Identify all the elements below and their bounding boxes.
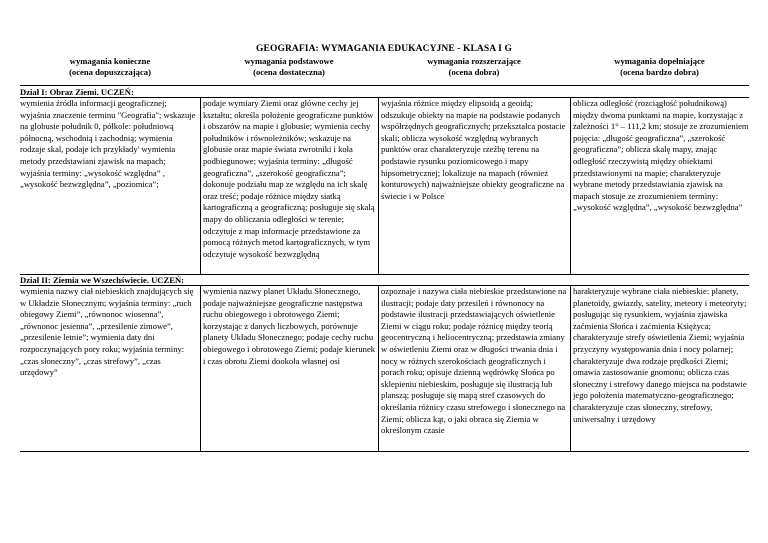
column-divider [570,285,571,451]
column-divider [200,285,201,451]
section-heading: Dział II: Ziemia we Wszechświecie. UCZEŃ: [20,275,185,285]
table-divider [20,451,749,452]
section1-required-cell: wymienia źródła informacji geograficznej; wyjaśnia znaczenie terminu "Geografia"; wskazuje na globusie południk 0, półkole: południową północną, wschodnią i zachodnią; wymienia rodzaje skal, podaje ich przykłady' wymienia metody przedstawiani zjawisk na mapach; wyjaśnia terminy: „wysokość względna” , „wysokość bezwzględna”, „poziomica”; [20,98,196,190]
column-divider [378,285,379,451]
section1-basic-cell: podaje wymiary Ziemi oraz główne cechy jej kształtu; określa położenie geograficzne punktów i obszarów na mapie i globusie; wymienia cechy południków i równoleżników; wskazuje na globusie oraz mapie świata zwrotniki i koła podbiegunowe; wyjaśnia terminy: „długość geograficzna”, „szerokość geograficzna”; dokonuje podziału map ze względu na ich skalę oraz treść; podaje różnice między siatką kartograficzną a geograficzną; posługuje się skalą mapy do obliczania odległości w terenie; odczytuje z map informacje przedstawione za pomocą różnych metod kartograficznych, w tym odczytuje wysokość bezwzględną [203,98,375,259]
section-heading: Dział I: Obraz Ziemi. UCZEŃ: [20,87,134,97]
column-header-required [20,56,200,86]
section1-complementary-cell: oblicza odległość (rozciągłość południkową) między dwoma punktami na mapie, korzystając z zależności 1° – 111,2 km; stosuje ze zrozumieniem pojęcia: „długość geograficzna”, „szerokość geograficzna”; oblicza skalę mapy, znając odległość rzeczywistą między obiektami przedstawionymi na mapie; charakteryzuje wybrane metody przedstawiania zjawisk na mapach stosuje ze zrozumieniem terminy: „wysokość względna”, „wysokość bezwzględna” [573,98,749,213]
column-header-line2: (ocena bardzo dobra) [620,67,699,77]
column-header-line1: wymagania dopełniające [614,56,705,66]
table-divider [20,85,749,86]
column-header-basic [200,56,378,86]
column-header-complementary [570,56,749,86]
page-title: GEOGRAFIA: WYMAGANIA EDUKACYJNE - KLASA I G [256,44,512,54]
column-header-extended [378,56,570,86]
section2-extended-cell: ozpoznaje i nazywa ciała niebieskie przedstawione na ilustracji; podaje daty przesileń i równonocy na podstawie ilustracji przedstawiających oświetlenie Ziemi w ciągu roku; podaje różnicę między teorią geocentryczną i heliocentryczną; przedstawia zmiany w oświetleniu Ziemi oraz w długości trwania dnia i nocy w różnych szerokościach geograficznych i porach roku; opisuje dzienną wędrówkę Słońca po sklepieniu niebieskim, posługuje się ilustracją lub planszą; posługuje się mapą stref czasowych do określania różnicy czasu strefowego i słonecznego na Ziemi; oblicza kąt, o jaki obraca się Ziemia w określonym czasie [381,286,567,436]
section2-complementary-cell: harakteryzuje wybrane ciała niebieskie: planety, planetoidy, gwiazdy, satelity, meteory i meteoryty; posługując się rysunkiem, wyjaśnia zjawiska zaćmienia Słońca i zaćmienia Księżyca; charakteryzuje strefy oświetlenia Ziemi; wyjaśnia przyczyny występowania dnia i nocy polarnej; charakteryzuje dwa rodzaje prędkości Ziemi; omawia zastosowanie gnomonu; oblicza czas słoneczny i strefowy danego miejsca na podstawie jego położenia matematyczno-geograficznego; charakteryzuje czas słoneczny, strefowy, uniwersalny i urzędowy [573,286,747,424]
section2-required-cell: wymienia nazwy ciał niebieskich znajdujących się w Układzie Słonecznym; wyjaśnia terminy: „ruch obiegowy Ziemi”, „równonoc wiosenna”, „równonoc jesienna”, „przesilenie zimowe”, „przesilenie letnie”; wymienia daty dni rozpoczynających pory roku; wyjaśnia terminy: „czas słoneczny”, „czas strefowy”, „czas urzędowy” [20,286,194,378]
column-header-line1: wymagania podstawowe [244,56,334,66]
section1-extended-cell: wyjaśnia różnice między elipsoidą a geoidą; odszukuje obiekty na mapie na podstawie podanych współrzędnych geograficznych; przekształca postacie skali; oblicza wysokość względną wybranych punktów oraz charakteryzuje rzeźbę terenu na podstawie rysunku poziomicowego i mapy hipsometrycznej; lokalizuje na mapach (również konturowych) najważniejsze obiekty geograficzne na świecie i w Polsce [381,98,566,201]
section2-basic-cell: wymienia nazwy planet Układu Słonecznego, podaje najważniejsze geograficzne następstwa ruchu obiegowego i obrotowego Ziemi; korzystając z danych liczbowych, porównuje planety Układu Słonecznego; podaje cechy ruchu obiegowego i obrotowego Ziemi; podaje kierunek i czas obrotu Ziemi dookoła własnej osi [203,286,376,366]
column-header-line1: wymagania rozszerzające [427,56,521,66]
column-header-line1: wymagania konieczne [69,56,151,66]
column-divider [378,97,379,274]
column-header-line2: (ocena dopuszczająca) [69,67,151,77]
column-divider [570,97,571,274]
column-header-line2: (ocena dobra) [448,67,500,77]
column-header-line2: (ocena dostateczna) [253,67,325,77]
column-divider [200,97,201,274]
